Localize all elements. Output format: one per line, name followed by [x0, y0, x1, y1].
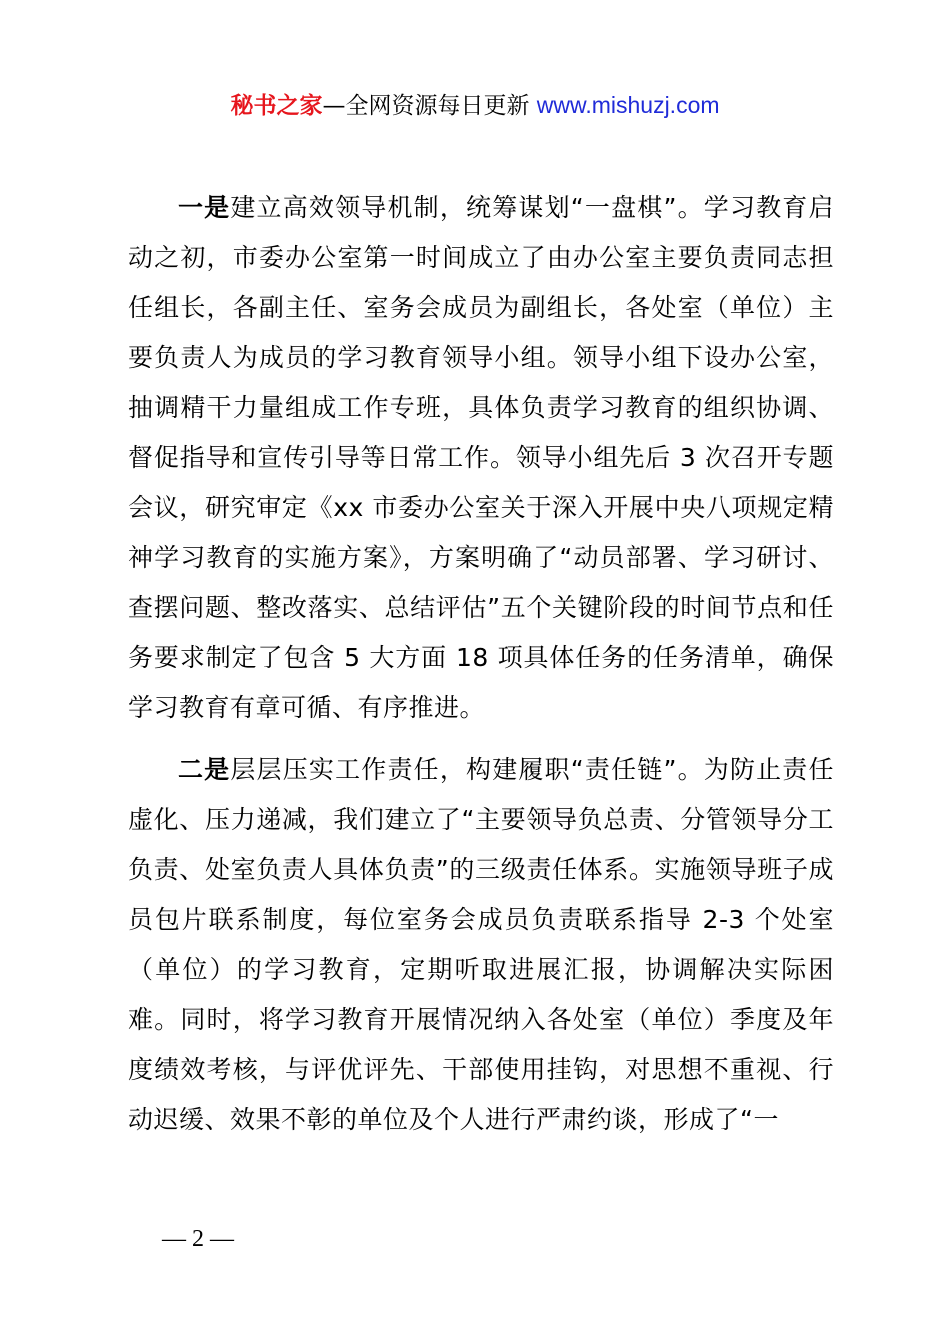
paragraph-1-text: 建立高效领导机制，统筹谋划“一盘棋”。学习教育启动之初，市委办公室第一时间成立了由办公室主要负责同志担任组长，各副主任、室务会成员为副组长，各处室（单位）主要负责人为成员的学习教育领导小组。领导小组下设办公室，抽调精干力量组成工作专班，具体负责学习教育的组织协调、督促指导和宣传引导等日常工作。领导小组先后 3 次召开专题会议，研究审定《xx 市委办公室关于深入开展中央八项规定精神学习教育的实施方案》，方案明确了“动员部署、学习研讨、查摆问题、整改落实、总结评估”五个关键阶段的时间节点和任务要求制定了包含 5 大方面 18 项具体任务的任务清单，确保学习教育有章可循、有序推进。 — [128, 193, 834, 722]
page-number: — 2 — — [162, 1226, 234, 1252]
paragraph-2 — [128, 745, 834, 1145]
site-header — [0, 88, 950, 123]
paragraph-1 — [128, 183, 834, 733]
paragraph-1-lead: 一是 — [178, 193, 231, 222]
header-tagline: —全网资源每日更新 — [322, 93, 530, 119]
paragraph-2-text: 层层压实工作责任，构建履职“责任链”。为防止责任虚化、压力递减，我们建立了“主要领导负总责、分管领导分工负责、处室负责人具体负责”的三级责任体系。实施领导班子成员包片联系制度，每位室务会成员负责联系指导 2-3 个处室（单位）的学习教育，定期听取进展汇报，协调解决实际困难。同时，将学习教育开展情况纳入各处室（单位）季度及年度绩效考核，与评优评先、干部使用挂钩，对思想不重视、行动迟缓、效果不彰的单位及个人进行严肃约谈，形成了“一 — [128, 755, 834, 1134]
site-url-link[interactable]: www.mishuzj.com — [536, 92, 720, 118]
brand-name: 秘书之家 — [230, 93, 323, 119]
document-body — [128, 183, 834, 1157]
paragraph-2-lead: 二是 — [178, 755, 231, 784]
